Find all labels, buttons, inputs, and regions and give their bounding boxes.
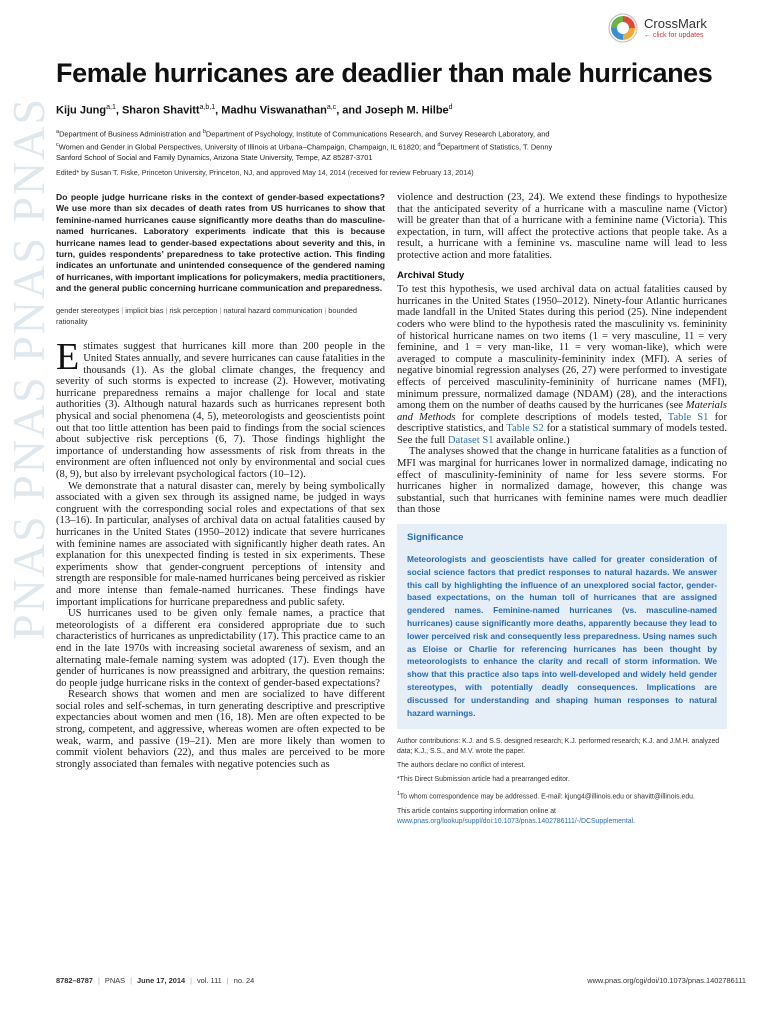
- author-list: [56, 104, 746, 117]
- direct-submission-note: *This Direct Submission article had a prearranged editor.: [397, 776, 570, 784]
- drop-cap: E: [56, 336, 80, 379]
- section-heading: Archival Study: [397, 269, 465, 281]
- citation-info: 8782–8787 | PNAS | June 17, 2014 | vol. 111 | no. 24: [56, 976, 255, 985]
- materials-methods-ref: Materials and Methods: [397, 400, 727, 423]
- page-range: 8782–8787: [56, 976, 93, 985]
- issue-number: no. 24: [233, 976, 255, 985]
- issue-date: June 17, 2014: [136, 976, 186, 985]
- author-name[interactable]: Kiju Jung: [56, 104, 107, 117]
- author-affil-sup: a,b,1: [199, 104, 216, 111]
- keywords: gender stereotypes | implicit bias | risk perception | natural hazard communication | bounded rationality: [56, 305, 358, 327]
- significance-box: [397, 524, 727, 729]
- dataset-s1-link[interactable]: Dataset S1: [447, 434, 494, 446]
- continued-text: [397, 192, 727, 516]
- journal-side-banner: [0, 80, 54, 640]
- author-affil-sup: a,c: [326, 104, 337, 111]
- affiliations: [56, 127, 716, 163]
- body-paragraph: violence and destruction (23, 24). We extend these findings to hypothesize that the anticipated severity of a hurricane with a masculine name (Victor) will be greater than that of a hurricane with a feminine name (Victoria). This expectation, in turn, will affect the protective actions that people take. As a result, a hurricane with a feminine vs. masculine name will lead to less protective action and more fatalities.: [397, 192, 727, 261]
- crossmark-title: CrossMark: [644, 16, 707, 31]
- author-separator: ,: [215, 104, 222, 117]
- correspondence-note: $^1$To whom correspondence may be addressed. E-mail: kjung4@illinois.edu or shavitt@illinois.edu.: [397, 791, 695, 801]
- keyword: natural hazard communication: [223, 305, 323, 315]
- editorial-note: Edited* by Susan T. Fiske, Princeton University, Princeton, NJ, and approved May 14, 2014 (received for review February 13, 2014): [56, 168, 474, 177]
- table-s2-link[interactable]: Table S2: [506, 423, 544, 435]
- affiliation-line: $^a$Department of Business Administration and $^b$Department of Psychology, Institute of Communications Research, and Survey Research Laboratory, and: [56, 129, 550, 139]
- body-paragraph: The analyses showed that the change in hurricane fatalities as a function of MFI was marginal for hurricanes lower in normalized damage, indicating no effect of masculinity-femininity of name for less severe storms. For hurricanes higher in normalized damage, however, this change was substantial, such that hurricanes with feminine names were much deadlier than those: [397, 446, 727, 516]
- keyword: bounded rationality: [56, 305, 358, 327]
- conflict-statement: The authors declare no conflict of interest.: [397, 762, 526, 770]
- affiliation-line: Sanford School of Social and Family Dynamics, Arizona State University, Tempe, AZ 85287-3701: [56, 152, 373, 162]
- body-paragraph: To test this hypothesis, we used archival data on actual fatalities caused by hurricanes in the United States (1950–2012). Ninety-four Atlantic hurricanes made landfall in the United States during this period (25). Nine independent coders who were blind to the hypothesis rated the masculinity vs. femininity of historical hurricane names on two items (1 = very masculine, 11 = very feminine, and 1 = very man-like, 11 = very woman-like), which were averaged to compute a masculinity-femininity index (MFI). A series of negative binomial regression analyses (26, 27) were performed to investigate effects of perceived masculinity-femininity of hurricane names (MFI), minimum pressure, normalized damage (NDAM) (28), and the interactions among them on the number of deaths caused by the hurricanes (see Materials and Methods for complete descriptions of models tested, Table S1 for descriptive statistics, and Table S2 for a statistical summary of models tested. See the full Dataset S1 available online.): [397, 284, 727, 446]
- author-name[interactable]: Sharon Shavitt: [121, 104, 200, 117]
- crossmark-icon: [608, 13, 638, 43]
- author-separator: ,: [115, 104, 122, 117]
- supporting-info-note: This article contains supporting information online at www.pnas.org/lookup/suppl/doi:10.1073/pnas.1402786111/-/DCSupplemental.: [397, 807, 636, 825]
- keyword: gender stereotypes: [56, 305, 120, 315]
- journal-name: PNAS: [104, 976, 126, 985]
- doi-url[interactable]: www.pnas.org/cgi/doi/10.1073/pnas.1402786111: [587, 976, 746, 985]
- table-s1-link[interactable]: Table S1: [667, 411, 709, 423]
- author-name[interactable]: Joseph M. Hilbe: [364, 104, 449, 117]
- journal-banner-text: PNAS PNAS PNAS PNAS: [3, 97, 54, 640]
- left-column: [56, 192, 385, 770]
- crossmark-badge[interactable]: [608, 10, 748, 46]
- body-paragraph: US hurricanes used to be given only female names, a practice that meteorologists of a different era considered appropriate due to such characteristics of hurricanes as unpredictability (17). This practice came to an end in the late 1970s with increasing societal awareness of sexism, and an alternating male-female naming system was adopted (17). Even though the gender of hurricanes is now preassigned and arbitrary, the question remains: do people judge hurricane risks in the context of gender-based expectations?: [56, 608, 385, 689]
- significance-text: Meteorologists and geoscientists have called for greater consideration of social science factors that predict responses to natural hazards. We answer this call by highlighting the influence of an unexplored social factor, gender-based expectations, on the human toll of hurricanes that are assigned gendered names. Feminine-named hurricanes (vs. masculine-named hurricanes) cause significantly more deaths, apparently because they lead to lower perceived risk and consequently less preparedness. Using names such as Eloise or Charlie for referencing hurricanes has been thought by meteorologists to enhance the clarity and recall of storm information. We show that this practice also taps into well-developed and widely held gender stereotypes, with potentially deadly consequences. Implications are discussed for understanding and shaping human responses to natural hazard warnings.: [407, 554, 717, 718]
- body-paragraph: Estimates suggest that hurricanes kill more than 200 people in the United States annually, and severe hurricanes can cause fatalities in the thousands (1). As the global climate changes, the frequency and severity of such storms is expected to increase (2). However, motivating hurricane preparedness remains a major challenge for local and state authorities (3). Although natural hazards such as hurricanes represent both physical and social phenomena (4, 5), meteorologists and geoscientists point out that too little attention has been paid to findings from the social sciences about subjective risk perceptions (6, 7). Those findings highlight the importance of understanding how assessments of risk from threats in the environment are often influenced not only by environmental and social cues (8, 9), but also by irrelevant psychological factors (10–12).: [56, 336, 385, 480]
- keyword: risk perception: [169, 305, 218, 315]
- intro-text: [56, 336, 385, 770]
- volume: vol. 111: [196, 976, 222, 985]
- body-paragraph: Research shows that women and men are socialized to have different social roles and self-schemas, in turn generating descriptive and prescriptive expectancies about women and men (16, 18). Men are often expected to be strong, competent, and aggressive, whereas women are often expected to be weak, warm, and passive (19–21). Men are more likely than women to commit violent behaviors (22), and thus males are perceived to be more strongly associated than females with negative potencies such as: [56, 689, 385, 770]
- keyword: implicit bias: [125, 305, 164, 315]
- right-column: [397, 192, 727, 831]
- significance-heading: Significance: [407, 532, 464, 544]
- affiliation-line: $^c$Women and Gender in Global Perspectives, University of Illinois at Urbana–Champaign, Champaign, IL 61820; and $^d$Department of Statistics, T. Denny: [56, 141, 553, 152]
- author-affil-sup: a,1: [106, 104, 116, 111]
- author-name[interactable]: Madhu Viswanathan: [221, 104, 327, 117]
- supplemental-link[interactable]: www.pnas.org/lookup/suppl/doi:10.1073/pnas.1402786111/-/DCSupplemental: [397, 817, 634, 825]
- crossmark-subtitle: ← click for updates: [644, 32, 704, 39]
- body-paragraph: We demonstrate that a natural disaster can, merely by being symbolically associated with a given sex through its assigned name, be judged in ways congruent with the corresponding social roles and expectations of that sex (13–16). In particular, analyses of archival data on actual fatalities caused by hurricanes in the United States (1950–2012) indicate that severe hurricanes with feminine names are associated with significantly higher death rates. An explanation for this unexpected finding is tested in six experiments. These experiments show that gender-congruent perceptions of intensity and strength are responsible for male-named hurricanes being perceived as riskier and more intense than female-named hurricanes. These findings have important implications for hurricane preparedness and public safety.: [56, 480, 385, 608]
- article-notes: [397, 737, 727, 826]
- page-footer: [56, 976, 746, 985]
- author-contributions: Author contributions: K.J. and S.S. designed research; K.J. performed research; K.J. and J.M.H. analyzed data; K.J., S.S., and M.V. wrote the paper.: [397, 738, 720, 756]
- article-title: Female hurricanes are deadlier than male hurricanes: [56, 58, 713, 88]
- author-separator: , and: [336, 104, 365, 117]
- abstract: Do people judge hurricane risks in the context of gender-based expectations? We use more than six decades of death rates from US hurricanes to show that feminine-named hurricanes cause significantly more deaths than do masculine-named hurricanes. Laboratory experiments indicate that this is because hurricane names lead to gender-based expectations about severity and this, in turn, guides respondents’ preparedness to take protective action. This finding indicates an unfortunate and unintended consequence of the gendered naming of hurricanes, with important implications for policymakers, media practitioners, and the general public concerning hurricane communication and preparedness.: [56, 192, 385, 294]
- author-affil-sup: d: [448, 104, 453, 111]
